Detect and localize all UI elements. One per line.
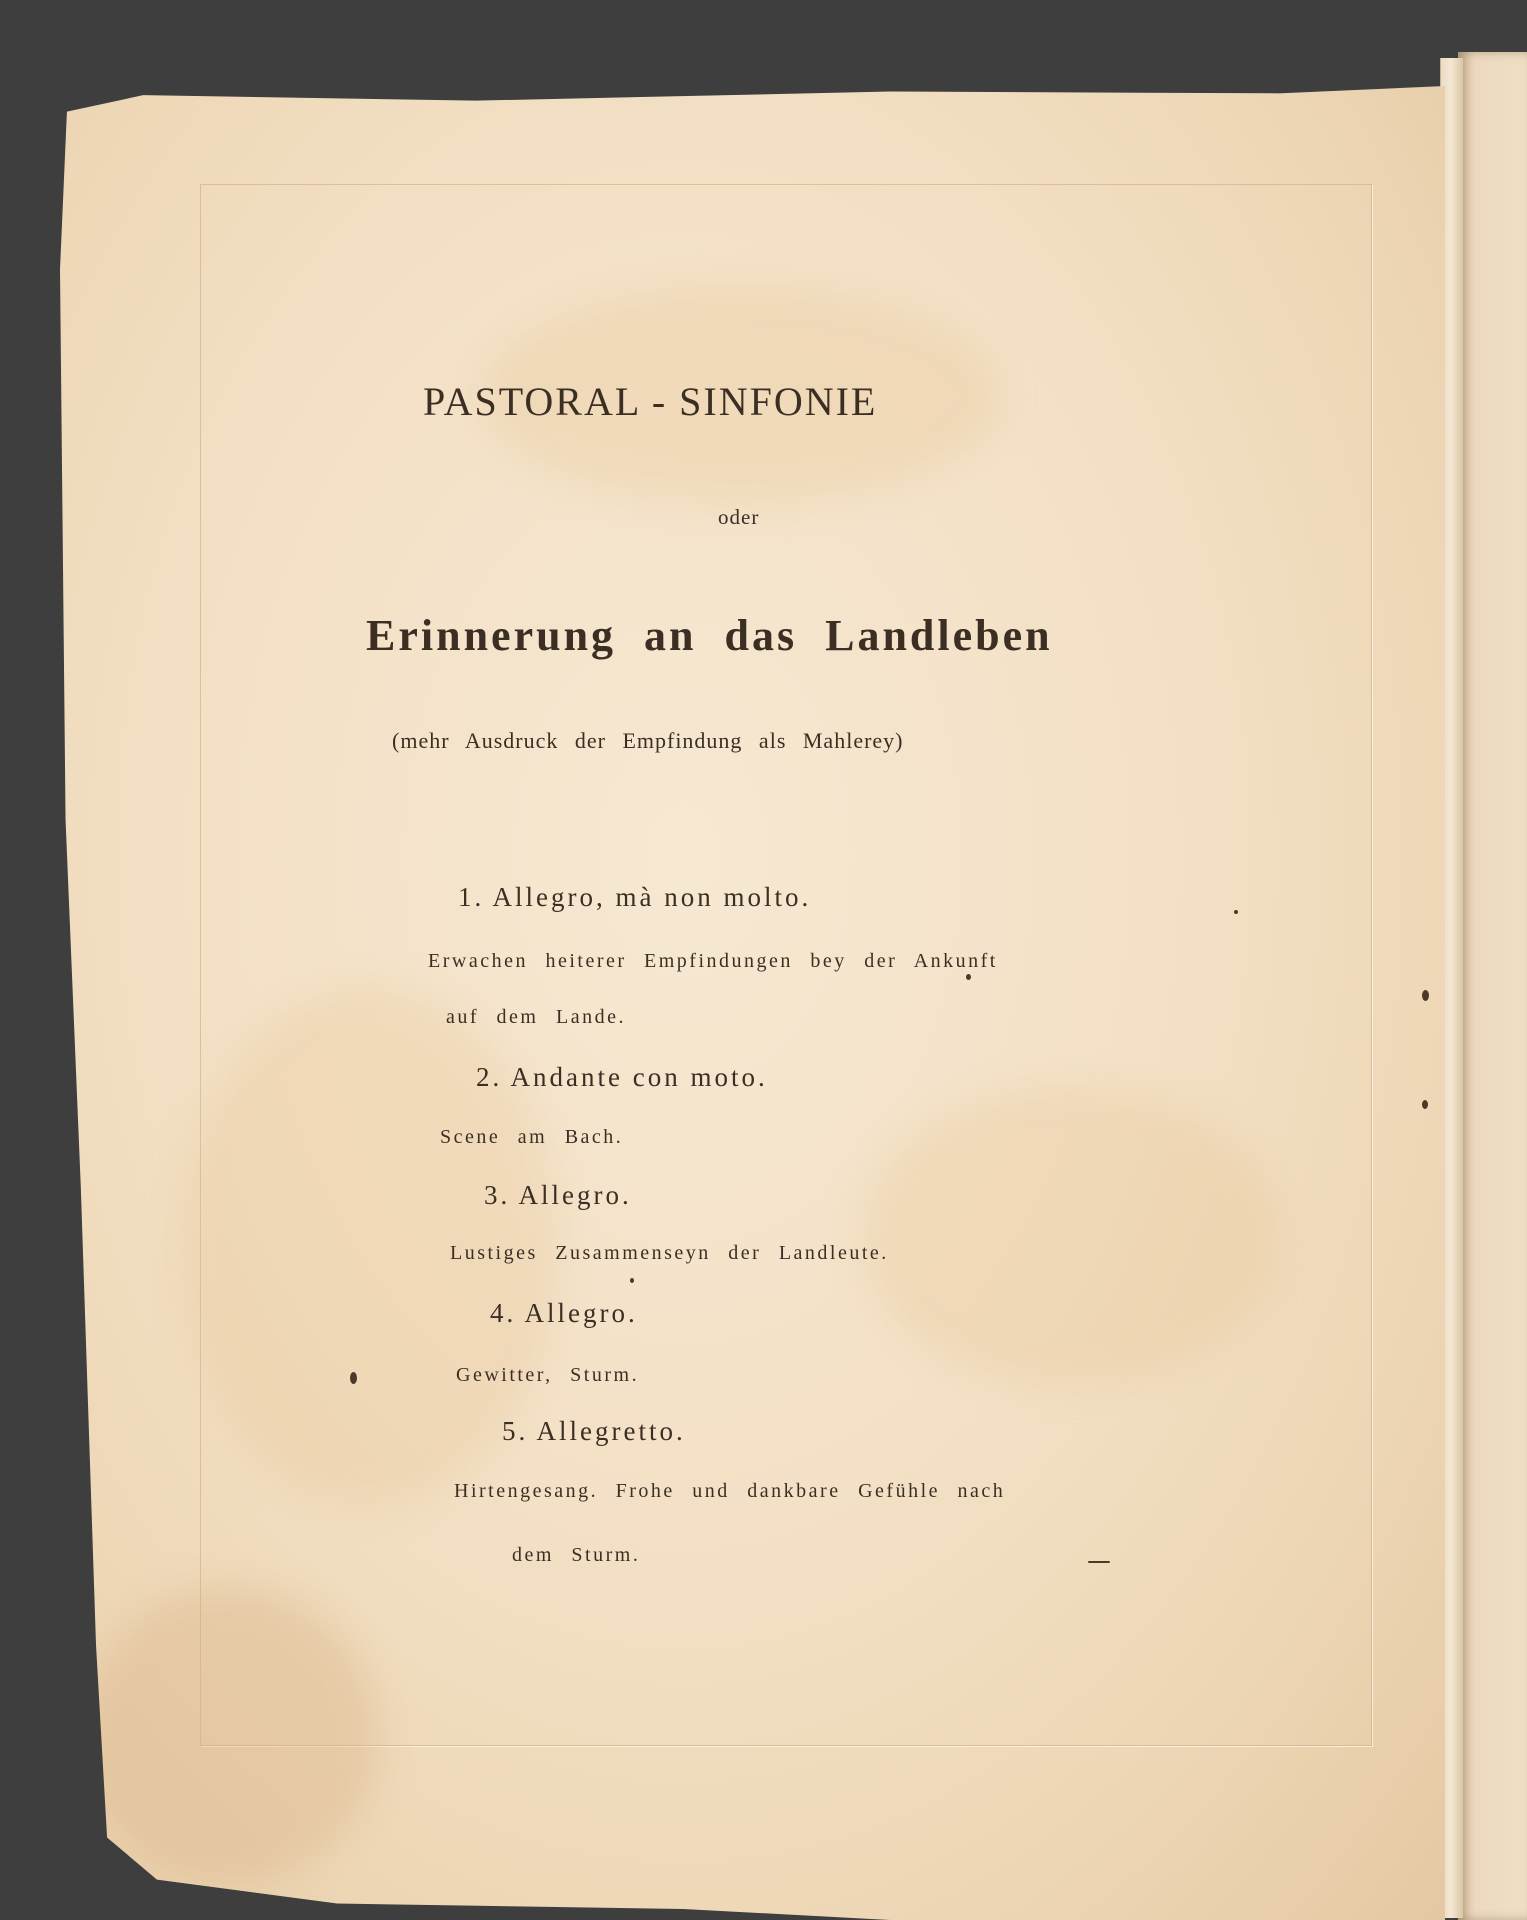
subtitle-note: (mehr Ausdruck der Empfindung als Mahlerey) <box>392 728 904 753</box>
movement-4-heading: 4. Allegro. <box>490 1298 638 1328</box>
facing-page-edge <box>1458 52 1527 1920</box>
ink-speck <box>1422 990 1429 1001</box>
ink-speck <box>1234 910 1238 914</box>
title-connector: oder <box>718 505 760 529</box>
movement-4-description-line-1: Gewitter, Sturm. <box>456 1364 640 1386</box>
movement-5-description-line-2: dem Sturm. <box>512 1544 641 1566</box>
movement-3-description-line-1: Lustiges Zusammenseyn der Landleute. <box>450 1242 889 1264</box>
paper-stain <box>80 1586 380 1886</box>
movement-1-heading: 1. Allegro, mà non molto. <box>458 882 812 912</box>
ink-speck <box>966 974 971 980</box>
ink-speck <box>1422 1100 1428 1109</box>
movement-1-description-line-1: Erwachen heiterer Empfindungen bey der Ankunft <box>428 950 998 972</box>
movement-2-heading: 2. Andante con moto. <box>476 1062 768 1092</box>
paper-stain <box>860 1086 1280 1386</box>
movement-5-heading: 5. Allegretto. <box>502 1416 686 1446</box>
ink-speck <box>350 1372 357 1384</box>
score-title-page <box>60 86 1445 1920</box>
ink-speck <box>1088 1561 1110 1563</box>
movement-5-description-line-1: Hirtengesang. Frohe und dankbare Gefühle nach <box>454 1480 1006 1502</box>
page-subtitle: Erinnerung an das Landleben <box>366 611 1053 660</box>
movement-3-heading: 3. Allegro. <box>484 1180 632 1210</box>
page-title: PASTORAL - SINFONIE <box>423 379 878 424</box>
movement-1-description-line-2: auf dem Lande. <box>446 1006 626 1028</box>
movement-2-description-line-1: Scene am Bach. <box>440 1126 624 1148</box>
ink-speck <box>630 1278 634 1283</box>
